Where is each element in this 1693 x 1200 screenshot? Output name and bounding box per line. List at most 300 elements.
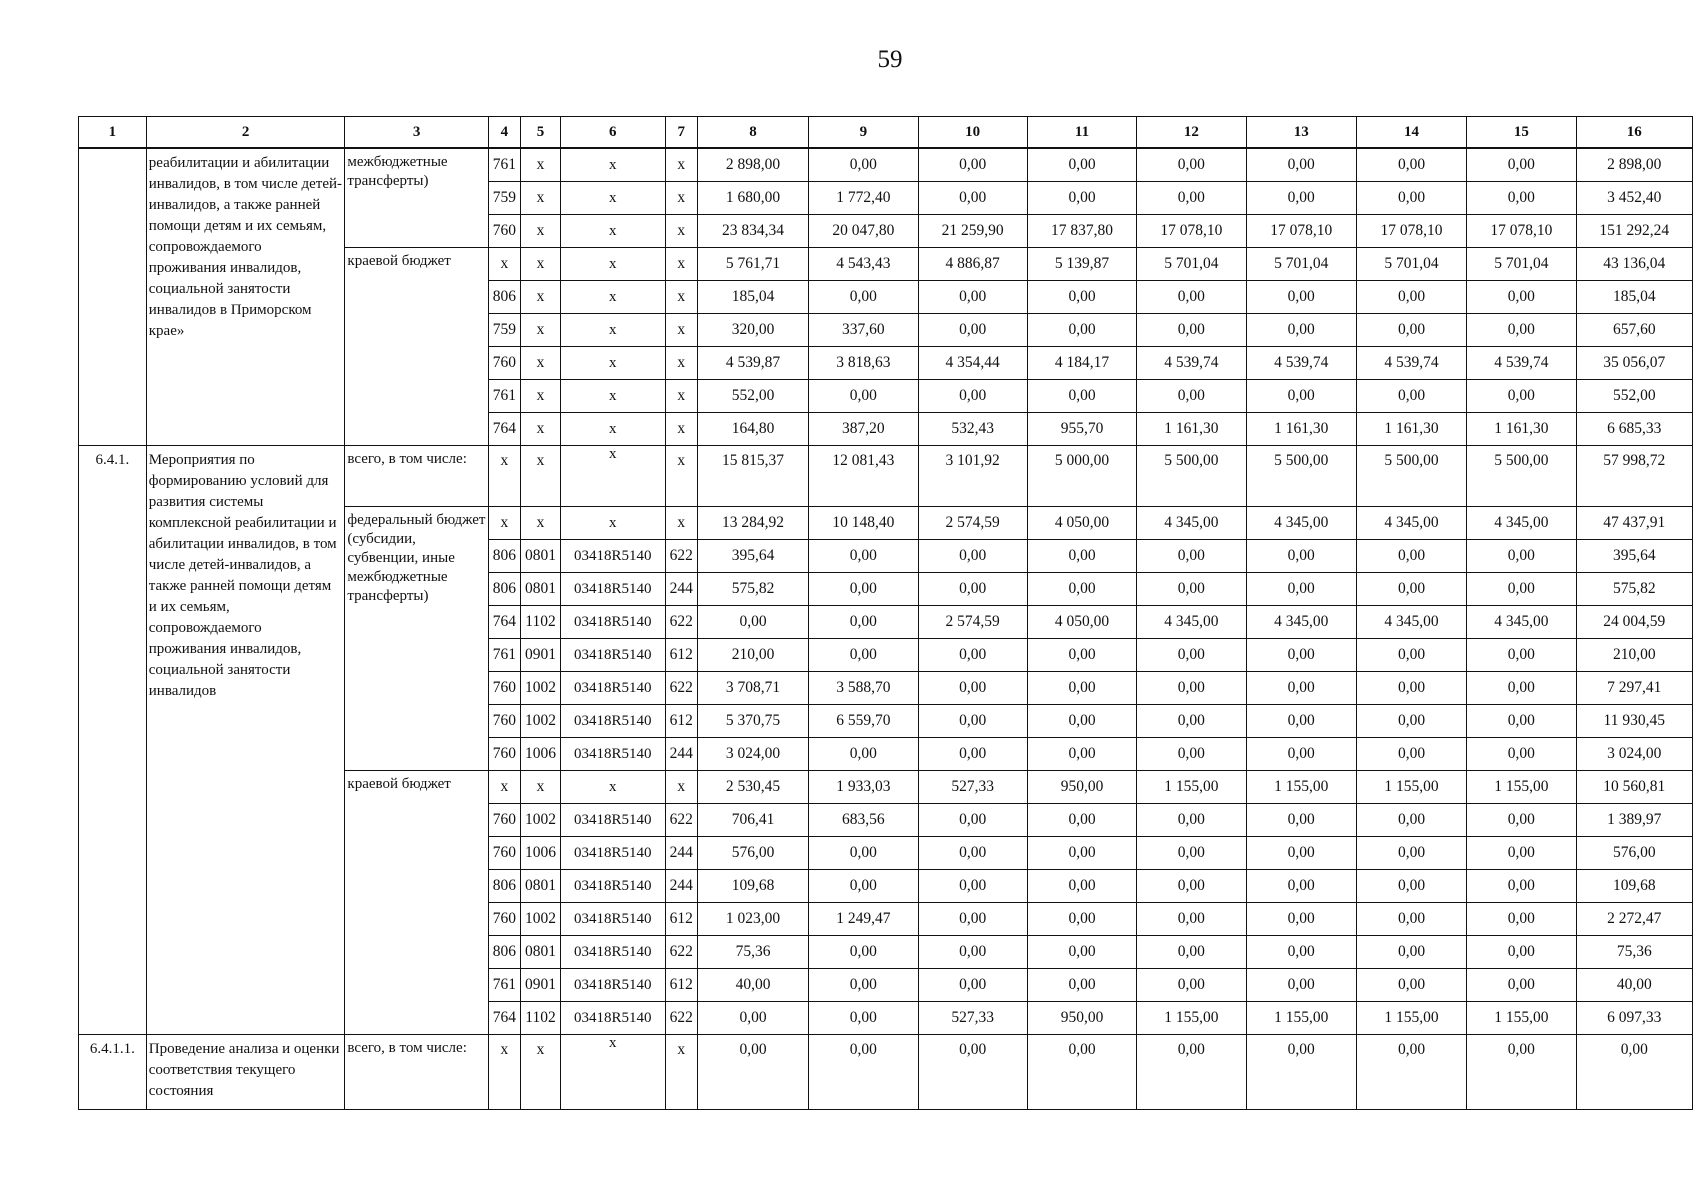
value-cell: 2 574,59 (918, 606, 1027, 639)
col-header: 11 (1027, 117, 1136, 149)
value-cell: 0,00 (1356, 870, 1466, 903)
value-cell: 03418R5140 (561, 573, 666, 606)
value-cell: 75,36 (697, 936, 808, 969)
value-cell: x (561, 380, 666, 413)
measure-name: Мероприятия по формированию условий для развития системы комплексной реабилитации и абилитации инвалидов, в том числе детей-инвалидов, а также ранней помощи детям и их семьям, сопровождаемого проживания инвалидов, социальной занятости инвалидов (146, 446, 345, 1035)
value-cell: 0,00 (1467, 540, 1576, 573)
value-cell: 622 (665, 540, 697, 573)
value-cell: 40,00 (1576, 969, 1692, 1002)
value-cell: 0,00 (1027, 837, 1136, 870)
value-cell: 1002 (521, 804, 561, 837)
value-cell: 1 772,40 (809, 182, 918, 215)
value-cell: 5 500,00 (1356, 446, 1466, 507)
value-cell: 0,00 (1356, 314, 1466, 347)
value-cell: 0,00 (1027, 936, 1136, 969)
value-cell: 683,56 (809, 804, 918, 837)
value-cell: 0,00 (1246, 540, 1356, 573)
value-cell: 0,00 (1356, 380, 1466, 413)
value-cell: 10 148,40 (809, 507, 918, 540)
value-cell: 210,00 (1576, 639, 1692, 672)
value-cell: 35 056,07 (1576, 347, 1692, 380)
value-cell: 210,00 (697, 639, 808, 672)
value-cell: 1 155,00 (1137, 1002, 1246, 1035)
value-cell: x (488, 446, 520, 507)
value-cell: 395,64 (697, 540, 808, 573)
value-cell: x (561, 148, 666, 182)
source-label: всего, в том числе: (345, 446, 488, 507)
value-cell: 0,00 (1467, 804, 1576, 837)
value-cell: x (561, 182, 666, 215)
value-cell: 0,00 (1246, 1035, 1356, 1110)
value-cell: 0,00 (1467, 639, 1576, 672)
value-cell: 0901 (521, 639, 561, 672)
value-cell: 0,00 (1137, 837, 1246, 870)
value-cell: 4 539,74 (1137, 347, 1246, 380)
value-cell: 622 (665, 936, 697, 969)
value-cell: 0,00 (1246, 936, 1356, 969)
value-cell: 0,00 (918, 837, 1027, 870)
value-cell: 3 452,40 (1576, 182, 1692, 215)
value-cell: 1006 (521, 837, 561, 870)
value-cell: 0,00 (1137, 148, 1246, 182)
value-cell: 2 272,47 (1576, 903, 1692, 936)
value-cell: 17 078,10 (1137, 215, 1246, 248)
value-cell: 0,00 (1467, 936, 1576, 969)
value-cell: 0,00 (1467, 281, 1576, 314)
value-cell: 5 500,00 (1467, 446, 1576, 507)
value-cell: 0,00 (1027, 573, 1136, 606)
value-cell: 5 500,00 (1137, 446, 1246, 507)
value-cell: x (665, 281, 697, 314)
value-cell: 3 024,00 (1576, 738, 1692, 771)
value-cell: 23 834,34 (697, 215, 808, 248)
value-cell: 185,04 (1576, 281, 1692, 314)
value-cell: 0,00 (1356, 903, 1466, 936)
value-cell: 612 (665, 639, 697, 672)
value-cell: 0,00 (1137, 540, 1246, 573)
value-cell: 4 184,17 (1027, 347, 1136, 380)
col-header: 2 (146, 117, 345, 149)
value-cell: 0,00 (809, 936, 918, 969)
value-cell: 03418R5140 (561, 837, 666, 870)
col-header: 8 (697, 117, 808, 149)
value-cell: 0,00 (809, 606, 918, 639)
value-cell: x (521, 771, 561, 804)
value-cell: 1 155,00 (1246, 771, 1356, 804)
value-cell: 24 004,59 (1576, 606, 1692, 639)
value-cell: x (521, 182, 561, 215)
value-cell: 0,00 (1467, 1035, 1576, 1110)
value-cell: 0,00 (1137, 870, 1246, 903)
value-cell: 5 370,75 (697, 705, 808, 738)
value-cell: 1102 (521, 1002, 561, 1035)
value-cell: 760 (488, 672, 520, 705)
value-cell: x (521, 1035, 561, 1110)
value-cell: 764 (488, 1002, 520, 1035)
value-cell: 0,00 (1356, 281, 1466, 314)
source-label: краевой бюджет (345, 248, 488, 446)
value-cell: 950,00 (1027, 771, 1136, 804)
value-cell: 4 539,87 (697, 347, 808, 380)
value-cell: 0,00 (1027, 540, 1136, 573)
value-cell: 4 345,00 (1246, 507, 1356, 540)
value-cell: x (665, 771, 697, 804)
value-cell: 0,00 (918, 1035, 1027, 1110)
source-label: краевой бюджет (345, 771, 488, 1035)
value-cell: x (561, 446, 666, 507)
value-cell: 40,00 (697, 969, 808, 1002)
value-cell: 6 559,70 (809, 705, 918, 738)
value-cell: x (488, 507, 520, 540)
value-cell: 0801 (521, 870, 561, 903)
value-cell: 0,00 (1467, 705, 1576, 738)
value-cell: 0,00 (1467, 738, 1576, 771)
value-cell: 2 898,00 (697, 148, 808, 182)
row-number: 6.4.1. (79, 446, 147, 1035)
value-cell: 0,00 (1027, 969, 1136, 1002)
col-header: 12 (1137, 117, 1246, 149)
value-cell: 0,00 (1137, 804, 1246, 837)
value-cell: 0,00 (809, 870, 918, 903)
value-cell: 164,80 (697, 413, 808, 446)
value-cell: 760 (488, 347, 520, 380)
value-cell: 0801 (521, 540, 561, 573)
value-cell: 0,00 (1027, 314, 1136, 347)
value-cell: 1006 (521, 738, 561, 771)
value-cell: 527,33 (918, 771, 1027, 804)
value-cell: 0,00 (1027, 148, 1136, 182)
value-cell: 0,00 (1246, 314, 1356, 347)
value-cell: 75,36 (1576, 936, 1692, 969)
value-cell: x (561, 1035, 666, 1110)
value-cell: 5 701,04 (1246, 248, 1356, 281)
value-cell: 0,00 (1467, 573, 1576, 606)
value-cell: 0,00 (1027, 182, 1136, 215)
value-cell: 0,00 (918, 804, 1027, 837)
value-cell: 0,00 (1467, 870, 1576, 903)
value-cell: 03418R5140 (561, 903, 666, 936)
value-cell: 13 284,92 (697, 507, 808, 540)
value-cell: x (561, 771, 666, 804)
value-cell: 244 (665, 870, 697, 903)
value-cell: 0,00 (1027, 705, 1136, 738)
value-cell: 0,00 (1246, 672, 1356, 705)
value-cell: 0,00 (1356, 540, 1466, 573)
value-cell: 0,00 (1356, 969, 1466, 1002)
value-cell: 0,00 (1027, 672, 1136, 705)
value-cell: 1 155,00 (1356, 1002, 1466, 1035)
value-cell: 0,00 (1467, 380, 1576, 413)
value-cell: 1002 (521, 705, 561, 738)
value-cell: 1 161,30 (1467, 413, 1576, 446)
value-cell: 17 078,10 (1246, 215, 1356, 248)
value-cell: 4 345,00 (1467, 507, 1576, 540)
value-cell: x (561, 215, 666, 248)
value-cell: 0801 (521, 573, 561, 606)
value-cell: 2 574,59 (918, 507, 1027, 540)
value-cell: 5 000,00 (1027, 446, 1136, 507)
value-cell: 0,00 (1356, 936, 1466, 969)
value-cell: 4 345,00 (1467, 606, 1576, 639)
value-cell: 0,00 (1137, 639, 1246, 672)
value-cell: 764 (488, 606, 520, 639)
value-cell: 622 (665, 606, 697, 639)
value-cell: 03418R5140 (561, 738, 666, 771)
value-cell: 0,00 (1137, 281, 1246, 314)
value-cell: 0,00 (1356, 804, 1466, 837)
value-cell: 03418R5140 (561, 639, 666, 672)
value-cell: 5 761,71 (697, 248, 808, 281)
value-cell: 0,00 (1027, 380, 1136, 413)
col-header: 10 (918, 117, 1027, 149)
value-cell: x (521, 248, 561, 281)
col-header: 1 (79, 117, 147, 149)
value-cell: 575,82 (697, 573, 808, 606)
value-cell: 0,00 (918, 639, 1027, 672)
value-cell: 0,00 (918, 314, 1027, 347)
value-cell: 0,00 (918, 281, 1027, 314)
page-number: 59 (877, 46, 903, 73)
value-cell: 0,00 (809, 639, 918, 672)
table-row (79, 1035, 1693, 1110)
value-cell: 0,00 (1246, 182, 1356, 215)
value-cell: x (521, 347, 561, 380)
value-cell: 4 345,00 (1137, 606, 1246, 639)
value-cell: 0,00 (1246, 380, 1356, 413)
value-cell: 4 886,87 (918, 248, 1027, 281)
value-cell: 0,00 (918, 380, 1027, 413)
value-cell: 0,00 (1246, 573, 1356, 606)
value-cell: 1 161,30 (1246, 413, 1356, 446)
value-cell: x (521, 281, 561, 314)
value-cell: 0,00 (1246, 705, 1356, 738)
value-cell: 0,00 (1027, 804, 1136, 837)
value-cell: 5 139,87 (1027, 248, 1136, 281)
value-cell: 0,00 (1027, 870, 1136, 903)
value-cell: 0,00 (1137, 903, 1246, 936)
value-cell: 4 345,00 (1356, 606, 1466, 639)
value-cell: 4 539,74 (1246, 347, 1356, 380)
value-cell: 0,00 (1356, 1035, 1466, 1110)
value-cell: 4 539,74 (1467, 347, 1576, 380)
value-cell: 3 024,00 (697, 738, 808, 771)
value-cell: 0,00 (1137, 936, 1246, 969)
value-cell: 806 (488, 281, 520, 314)
value-cell: 552,00 (697, 380, 808, 413)
value-cell: 0,00 (918, 969, 1027, 1002)
value-cell: x (665, 380, 697, 413)
value-cell: 0,00 (918, 182, 1027, 215)
value-cell: 0,00 (1137, 380, 1246, 413)
value-cell: x (561, 413, 666, 446)
value-cell: 17 837,80 (1027, 215, 1136, 248)
value-cell: 1102 (521, 606, 561, 639)
col-header: 6 (561, 117, 666, 149)
value-cell: 760 (488, 738, 520, 771)
value-cell: x (488, 1035, 520, 1110)
value-cell: 1 155,00 (1356, 771, 1466, 804)
value-cell: x (665, 182, 697, 215)
row-number: 6.4.1.1. (79, 1035, 147, 1110)
value-cell: 761 (488, 969, 520, 1002)
value-cell: 17 078,10 (1467, 215, 1576, 248)
value-cell: 0,00 (918, 705, 1027, 738)
value-cell: x (521, 507, 561, 540)
value-cell: x (521, 215, 561, 248)
value-cell: x (561, 314, 666, 347)
value-cell: 0,00 (1027, 738, 1136, 771)
value-cell: 4 354,44 (918, 347, 1027, 380)
value-cell: 47 437,91 (1576, 507, 1692, 540)
value-cell: x (665, 215, 697, 248)
value-cell: 03418R5140 (561, 936, 666, 969)
value-cell: 0,00 (1027, 903, 1136, 936)
col-header: 7 (665, 117, 697, 149)
value-cell: 761 (488, 148, 520, 182)
value-cell: 0,00 (1246, 870, 1356, 903)
value-cell: 5 500,00 (1246, 446, 1356, 507)
value-cell: 0,00 (918, 870, 1027, 903)
table-row (79, 148, 1693, 182)
value-cell: 0,00 (1246, 738, 1356, 771)
value-cell: 0,00 (697, 1002, 808, 1035)
value-cell: 576,00 (697, 837, 808, 870)
value-cell: 6 097,33 (1576, 1002, 1692, 1035)
value-cell: 0,00 (1137, 182, 1246, 215)
value-cell: 0,00 (809, 573, 918, 606)
value-cell: 955,70 (1027, 413, 1136, 446)
value-cell: 4 050,00 (1027, 507, 1136, 540)
value-cell: 244 (665, 738, 697, 771)
value-cell: 03418R5140 (561, 540, 666, 573)
value-cell: 0,00 (1246, 804, 1356, 837)
value-cell: x (665, 446, 697, 507)
value-cell: x (521, 413, 561, 446)
value-cell: 806 (488, 573, 520, 606)
value-cell: 622 (665, 804, 697, 837)
value-cell: 0,00 (1467, 672, 1576, 705)
value-cell: 0,00 (1137, 1035, 1246, 1110)
value-cell: 03418R5140 (561, 969, 666, 1002)
value-cell: 10 560,81 (1576, 771, 1692, 804)
value-cell: 612 (665, 969, 697, 1002)
value-cell: 760 (488, 903, 520, 936)
value-cell: x (561, 507, 666, 540)
value-cell: 0,00 (1467, 182, 1576, 215)
value-cell: 3 708,71 (697, 672, 808, 705)
value-cell: x (488, 248, 520, 281)
value-cell: 244 (665, 837, 697, 870)
source-label: всего, в том числе: (345, 1035, 488, 1110)
value-cell: 244 (665, 573, 697, 606)
value-cell: 4 543,43 (809, 248, 918, 281)
value-cell: 527,33 (918, 1002, 1027, 1035)
value-cell: 1 680,00 (697, 182, 808, 215)
value-cell: 1 155,00 (1137, 771, 1246, 804)
value-cell: 5 701,04 (1467, 248, 1576, 281)
value-cell: 552,00 (1576, 380, 1692, 413)
value-cell: 1 389,97 (1576, 804, 1692, 837)
value-cell: 761 (488, 380, 520, 413)
value-cell: 761 (488, 639, 520, 672)
value-cell: 0,00 (918, 148, 1027, 182)
col-header: 15 (1467, 117, 1576, 149)
value-cell: 0,00 (809, 738, 918, 771)
value-cell: 0,00 (1137, 738, 1246, 771)
value-cell: 0,00 (1467, 148, 1576, 182)
value-cell: 760 (488, 837, 520, 870)
value-cell: 2 898,00 (1576, 148, 1692, 182)
value-cell: 7 297,41 (1576, 672, 1692, 705)
value-cell: 806 (488, 936, 520, 969)
value-cell: 03418R5140 (561, 672, 666, 705)
value-cell: 0,00 (1137, 705, 1246, 738)
value-cell: 575,82 (1576, 573, 1692, 606)
value-cell: 706,41 (697, 804, 808, 837)
value-cell: x (521, 380, 561, 413)
value-cell: 0,00 (809, 281, 918, 314)
value-cell: 2 530,45 (697, 771, 808, 804)
value-cell: 15 815,37 (697, 446, 808, 507)
value-cell: 0,00 (1246, 148, 1356, 182)
value-cell: 0,00 (1356, 639, 1466, 672)
value-cell: 57 998,72 (1576, 446, 1692, 507)
value-cell: 0,00 (918, 936, 1027, 969)
value-cell: 950,00 (1027, 1002, 1136, 1035)
value-cell: 760 (488, 804, 520, 837)
value-cell: 12 081,43 (809, 446, 918, 507)
value-cell: 612 (665, 705, 697, 738)
value-cell: 0,00 (1027, 639, 1136, 672)
value-cell: x (561, 281, 666, 314)
value-cell: 0,00 (1137, 969, 1246, 1002)
measure-name: Проведение анализа и оценки соответствия текущего состояния (146, 1035, 345, 1110)
value-cell: 4 345,00 (1246, 606, 1356, 639)
value-cell: 622 (665, 672, 697, 705)
value-cell: 0,00 (1356, 738, 1466, 771)
value-cell: 0,00 (809, 148, 918, 182)
value-cell: 4 539,74 (1356, 347, 1466, 380)
value-cell: 764 (488, 413, 520, 446)
value-cell: 4 050,00 (1027, 606, 1136, 639)
value-cell: 0,00 (1467, 314, 1576, 347)
col-header: 14 (1356, 117, 1466, 149)
value-cell: 759 (488, 314, 520, 347)
value-cell: 0,00 (918, 672, 1027, 705)
value-cell: 0,00 (1246, 837, 1356, 870)
value-cell: 1 161,30 (1356, 413, 1466, 446)
value-cell: 622 (665, 1002, 697, 1035)
value-cell: 20 047,80 (809, 215, 918, 248)
value-cell: 395,64 (1576, 540, 1692, 573)
value-cell: 11 930,45 (1576, 705, 1692, 738)
value-cell: 1002 (521, 903, 561, 936)
value-cell: 0,00 (809, 380, 918, 413)
value-cell: 4 345,00 (1137, 507, 1246, 540)
value-cell: 0,00 (1467, 837, 1576, 870)
value-cell: 1 155,00 (1246, 1002, 1356, 1035)
source-label: федеральный бюджет (субсидии, субвенции, иные межбюджетные трансферты) (345, 507, 488, 771)
value-cell: 109,68 (697, 870, 808, 903)
value-cell: 0,00 (1137, 314, 1246, 347)
value-cell: 576,00 (1576, 837, 1692, 870)
value-cell: 0,00 (1356, 837, 1466, 870)
value-cell: x (521, 314, 561, 347)
value-cell: 320,00 (697, 314, 808, 347)
col-header: 9 (809, 117, 918, 149)
value-cell: 760 (488, 215, 520, 248)
value-cell: 0,00 (697, 1035, 808, 1110)
